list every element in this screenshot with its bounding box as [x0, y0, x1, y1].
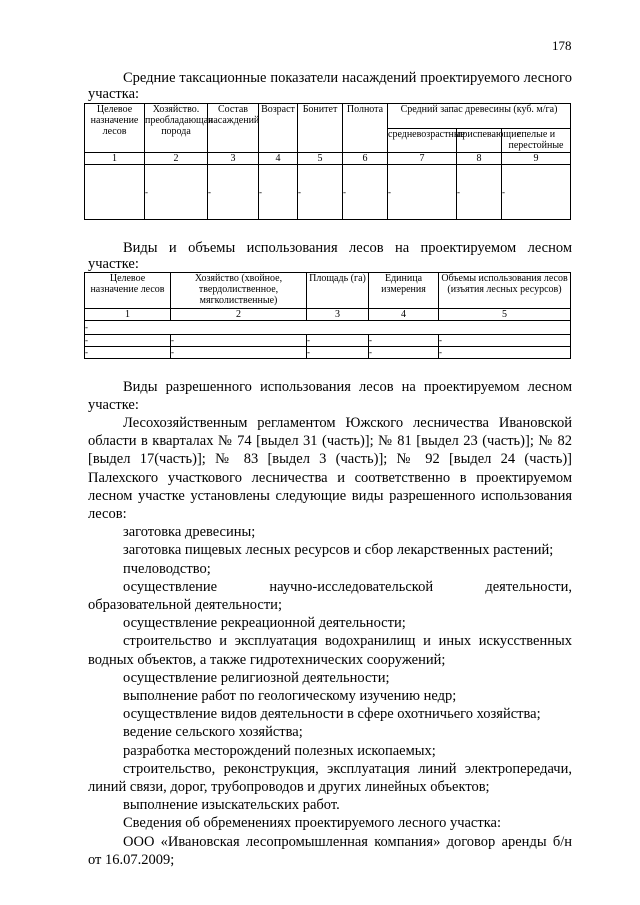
col-number: 6 [343, 153, 388, 165]
col-composition-header: Состав насаждений [208, 104, 259, 153]
table-cell: - [145, 165, 208, 220]
col-maturing-header: приспевающие [457, 129, 502, 153]
col-number: 8 [457, 153, 502, 165]
col-volume-header: Объемы использования лесов (изъятия лесных ресурсов) [439, 273, 571, 309]
table-cell: - [439, 335, 571, 347]
col-farm-header: Хозяйство. преобладающая порода [145, 104, 208, 153]
section3-heading [88, 378, 572, 414]
col-number: 3 [307, 309, 369, 321]
table-cell: - [307, 347, 369, 359]
section2-heading-text: Виды и объемы использования лесов на проектируемом лесном участке: [88, 240, 572, 272]
encumbrance-heading: Сведения об обременениях проектируемого лесного участка: [123, 815, 501, 832]
list-item: строительство и эксплуатация водохранилищ и иных искусственных водных объектов, а также гидротехнических сооружений; [88, 633, 572, 668]
col-area-header: Площадь (га) [307, 273, 369, 309]
list-item: строительство, реконструкция, эксплуатация линий электропередачи, линий связи, дорог, трубопроводов и других линейных объектов; [88, 760, 572, 796]
list-item: осуществление рекреационной деятельности; [123, 615, 406, 632]
col-number: 4 [369, 309, 439, 321]
col-number: 3 [208, 153, 259, 165]
section1-heading [88, 70, 572, 102]
section2-heading [88, 240, 572, 272]
section1-heading-text: Средние таксационные показатели насаждений проектируемого лесного участка: [88, 70, 572, 102]
list-item: заготовка пищевых лесных ресурсов и сбор лекарственных растений; [123, 542, 554, 559]
usage-table [84, 272, 571, 359]
table-cell [85, 165, 145, 220]
col-stock-header: Средний запас древесины (куб. м/га) [388, 104, 571, 129]
intro-paragraph: Лесохозяйственным регламентом Южского лесничества Ивановской области в кварталах № 74 [выдел 31 (часть)]; № 81 [выдел 23 (часть)]; № 82 [выдел 17(часть)]; № 83 [выдел 3 (часть)]; № 92 [выдел 24 (часть)] Палехского участкового лесничества и соответственно в проектируемом лесном участке установлены следующие виды разрешенного использования лесов: [88, 415, 572, 523]
col-density-header: Полнота [343, 104, 388, 153]
list-item: осуществление научно-исследовательской деятельности, образовательной деятельности; [88, 578, 572, 614]
table-cell: - [457, 165, 502, 220]
table-cell: - [369, 335, 439, 347]
col-number: 9 [502, 153, 571, 165]
list-item: разработка месторождений полезных ископаемых; [123, 742, 436, 759]
list-item: выполнение работ по геологическому изучению недр; [123, 688, 457, 705]
col-number: 5 [298, 153, 343, 165]
col-middle-aged-header: средневозрастные [388, 129, 457, 153]
col-number: 1 [85, 153, 145, 165]
list-item: осуществление видов деятельности в сфере охотничьего хозяйства; [123, 706, 541, 723]
list-item: выполнение изыскательских работ. [123, 797, 340, 814]
page-number: 178 [552, 38, 572, 53]
table-cell: - [439, 347, 571, 359]
table-cell: - [343, 165, 388, 220]
col-purpose-header: Целевое назначение лесов [85, 273, 171, 309]
table-cell: - [171, 347, 307, 359]
table-cell: - [502, 165, 571, 220]
list-item: ведение сельского хозяйства; [123, 724, 303, 741]
col-number: 2 [145, 153, 208, 165]
table-cell: - [208, 165, 259, 220]
table-cell: - [85, 321, 571, 335]
table-cell: - [259, 165, 298, 220]
col-age-header: Возраст [259, 104, 298, 153]
table-cell: - [85, 347, 171, 359]
col-mature-header: спелые и перестойные [502, 129, 571, 153]
col-bonitet-header: Бонитет [298, 104, 343, 153]
section3-body [88, 414, 572, 869]
col-number: 5 [439, 309, 571, 321]
col-purpose-header: Целевое назначение лесов [85, 104, 145, 153]
section3-heading-text: Виды разрешенного использования лесов на проектируемом лесном участке: [88, 379, 572, 413]
col-number: 4 [259, 153, 298, 165]
col-number: 2 [171, 309, 307, 321]
encumbrance-text: ООО «Ивановская лесопромышленная компания» договор аренды б/н от 16.07.2009; [88, 833, 572, 868]
taxation-table [84, 103, 571, 220]
table-cell: - [298, 165, 343, 220]
col-farm-header: Хозяйство (хвойное, твердолиственное, мягколиственные) [171, 273, 307, 309]
list-item: заготовка древесины; [123, 524, 256, 541]
col-number: 1 [85, 309, 171, 321]
list-item: пчеловодство; [123, 560, 211, 577]
table-cell: - [171, 335, 307, 347]
list-item: осуществление религиозной деятельности; [123, 669, 390, 686]
table-cell: - [307, 335, 369, 347]
table-cell: - [388, 165, 457, 220]
col-number: 7 [388, 153, 457, 165]
col-unit-header: Единица измерения [369, 273, 439, 309]
table-cell: - [85, 335, 171, 347]
table-cell: - [369, 347, 439, 359]
